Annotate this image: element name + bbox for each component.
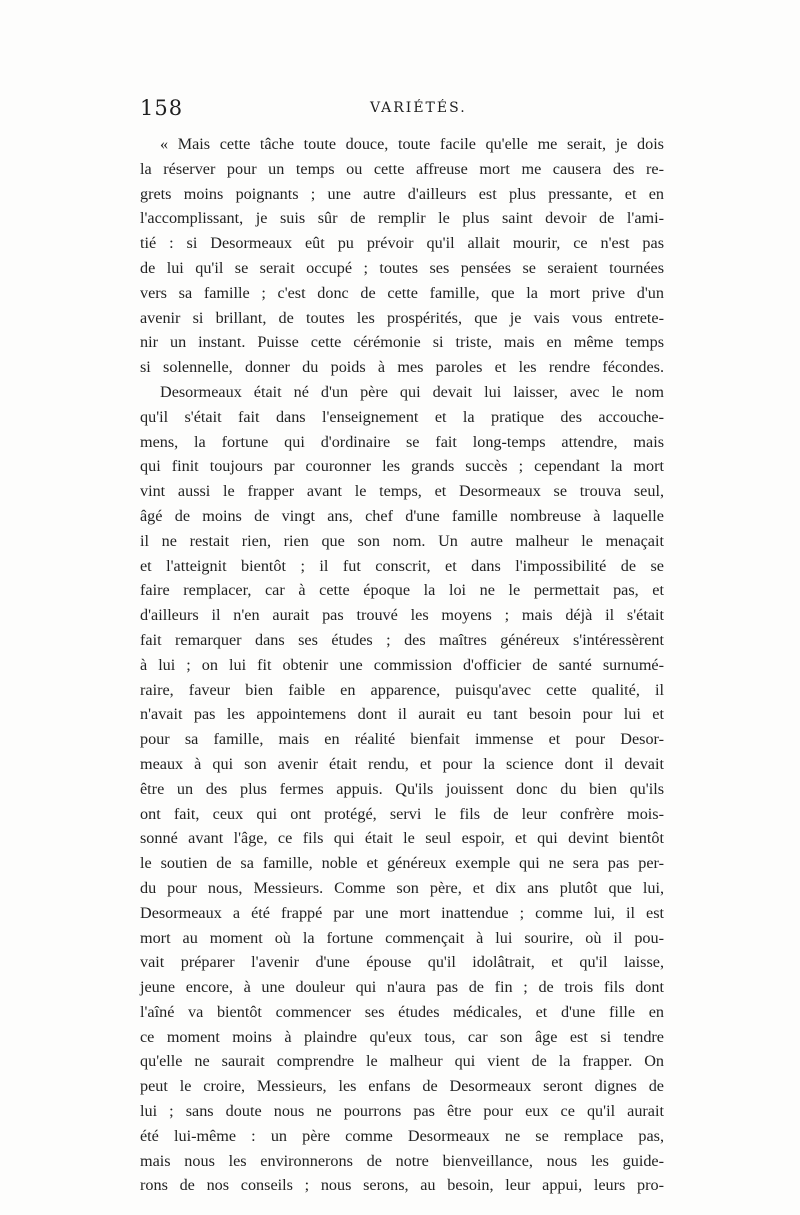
page-header xyxy=(140,96,670,122)
text-line: ont fait, ceux qui ont protégé, servi le fils de leur confrère mois- xyxy=(140,804,664,823)
text-line: l'accomplissant, je suis sûr de remplir le plus saint devoir de l'ami- xyxy=(140,209,664,228)
text-line: mais nous les environnerons de notre bienveillance, nous les guide- xyxy=(140,1151,664,1170)
text-line: qu'elle ne saurait comprendre le malheur qui vient de la frapper. On xyxy=(140,1052,664,1071)
text-line: qui finit toujours par couronner les grands succès ; cependant la mort xyxy=(140,457,664,476)
text-line: du pour nous, Messieurs. Comme son père, et dix ans plutôt que lui, xyxy=(140,878,664,897)
text-line: grets moins poignants ; une autre d'ailleurs est plus pressante, et en xyxy=(140,184,664,203)
text-line: rons de nos conseils ; nous serons, au besoin, leur appui, leurs pro- xyxy=(140,1176,664,1195)
text-line: pour sa famille, mais en réalité bienfait immense et pour Desor- xyxy=(140,730,664,749)
text-line: meaux à qui son avenir était rendu, et pour la science dont il devait xyxy=(140,754,664,773)
text-line: vait préparer l'avenir d'une épouse qu'il idolâtrait, et qu'il laisse, xyxy=(140,953,664,972)
text-line: si solennelle, donner du poids à mes paroles et les rendre fécondes. xyxy=(140,358,664,377)
text-line: être un des plus fermes appuis. Qu'ils jouissent donc du bien qu'ils xyxy=(140,779,664,798)
text-line: et l'atteignit bientôt ; il fut conscrit, et dans l'impossibilité de se xyxy=(140,556,664,575)
text-line: peut le croire, Messieurs, les enfans de Desormeaux seront dignes de xyxy=(140,1077,664,1096)
text-line: tié : si Desormeaux eût pu prévoir qu'il allait mourir, ce n'est pas xyxy=(140,234,664,253)
text-line: « Mais cette tâche toute douce, toute facile qu'elle me serait, je dois xyxy=(160,135,664,153)
page-number: 158 xyxy=(140,96,184,120)
text-line: jeune encore, à une douleur qui n'aura pas de fin ; de trois fils dont xyxy=(140,978,664,997)
text-line: sonné avant l'âge, ce fils qui était le seul espoir, et qui devint bientôt xyxy=(140,829,664,848)
text-line: nir un instant. Puisse cette cérémonie si triste, mais en même temps xyxy=(140,333,664,352)
text-line: mens, la fortune qui d'ordinaire se fait long-temps attendre, mais xyxy=(140,432,664,451)
text-line: vers sa famille ; c'est donc de cette famille, que la mort prive d'un xyxy=(140,283,664,302)
text-line: vint aussi le frapper avant le temps, et Desormeaux se trouva seul, xyxy=(140,482,664,501)
text-line: fait remarquer dans ses études ; des maîtres généreux s'intéressèrent xyxy=(140,630,664,649)
text-line: ce moment moins à plaindre qu'eux tous, car son âge est si tendre xyxy=(140,1027,664,1046)
text-line: la réserver pour un temps ou cette affreuse mort me causera des re- xyxy=(140,159,664,178)
text-line: mort au moment où la fortune commençait à lui sourire, où il pou- xyxy=(140,928,664,947)
text-line: l'aîné va bientôt commencer ses études médicales, et d'une fille en xyxy=(140,1002,664,1021)
text-line: lui ; sans doute nous ne pourrons pas être pour eux ce qu'il aurait xyxy=(140,1102,664,1121)
text-line: Desormeaux était né d'un père qui devait lui laisser, avec le nom xyxy=(160,382,664,401)
text-line: âgé de moins de vingt ans, chef d'une famille nombreuse à laquelle xyxy=(140,506,664,525)
text-line: qu'il s'était fait dans l'enseignement et la pratique des accouche- xyxy=(140,407,664,426)
text-line: d'ailleurs il n'en aurait pas trouvé les moyens ; mais déjà il s'était xyxy=(140,606,664,625)
text-line: à lui ; on lui fit obtenir une commission d'officier de santé surnumé- xyxy=(140,655,664,674)
text-line: n'avait pas les appointemens dont il aurait eu tant besoin pour lui et xyxy=(140,705,664,724)
body-text xyxy=(140,132,664,1198)
text-line: été lui-même : un père comme Desormeaux ne se remplace pas, xyxy=(140,1126,664,1145)
text-line: de lui qu'il se serait occupé ; toutes ses pensées se seraient tournées xyxy=(140,258,664,277)
text-line: avenir si brillant, de toutes les prospérités, que je vais vous entrete- xyxy=(140,308,664,327)
text-line: raire, faveur bien faible en apparence, puisqu'avec cette qualité, il xyxy=(140,680,664,699)
text-line: le soutien de sa famille, noble et généreux exemple qui ne sera pas per- xyxy=(140,854,664,873)
text-line: faire remplacer, car à cette époque la loi ne le permettait pas, et xyxy=(140,581,664,600)
text-line: il ne restait rien, rien que son nom. Un autre malheur le menaçait xyxy=(140,531,664,550)
text-line: Desormeaux a été frappé par une mort inattendue ; comme lui, il est xyxy=(140,903,664,922)
running-head: VARIÉTÉS. xyxy=(370,100,467,116)
